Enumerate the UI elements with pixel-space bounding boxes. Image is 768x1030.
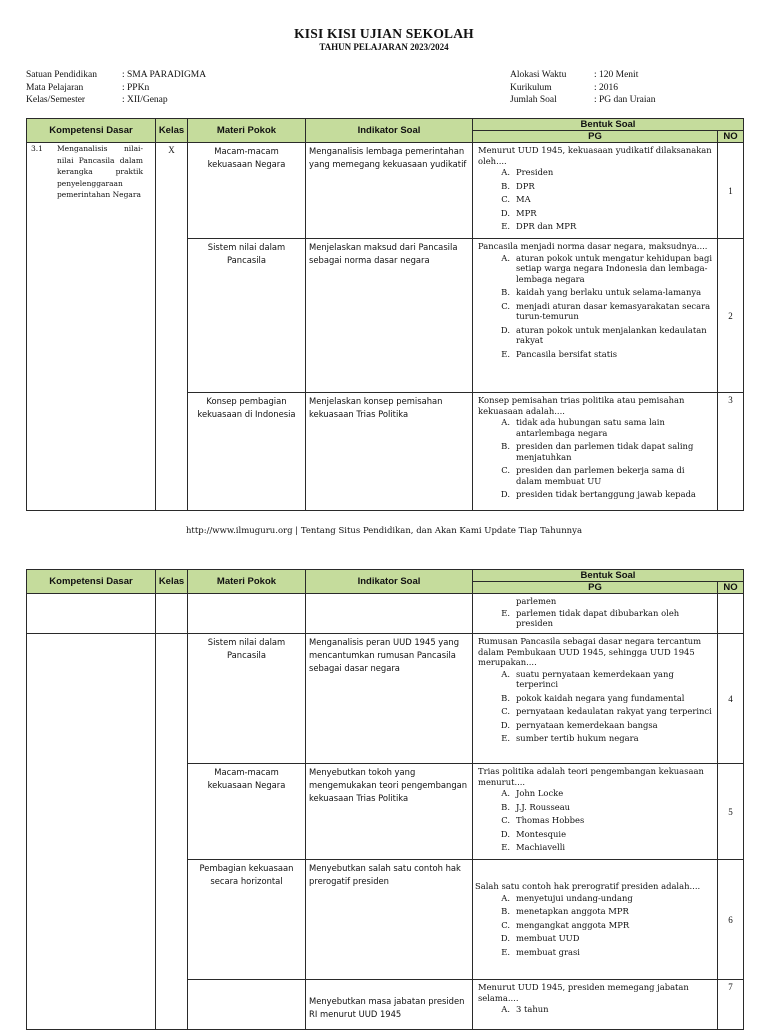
info-row bbox=[510, 94, 655, 107]
option-text: aturan pokok untuk menjalankan kedaulatan rakyat bbox=[516, 324, 707, 345]
option-text: presiden tidak bertanggung jawab kepada bbox=[516, 489, 696, 499]
option-text: Montesquie bbox=[516, 828, 567, 839]
option-letter: E. bbox=[501, 842, 510, 852]
document-subtitle: TAHUN PELAJARAN 2023/2024 bbox=[319, 42, 449, 52]
option-letter: D. bbox=[500, 828, 510, 839]
option-list bbox=[478, 253, 713, 360]
option bbox=[478, 287, 713, 298]
option bbox=[478, 906, 713, 917]
header-materi-pokok: Materi Pokok bbox=[188, 570, 306, 594]
option-text: parlemen tidak dapat dibubarkan oleh presiden bbox=[516, 607, 680, 628]
question-text: Trias politika adalah teori pengembangan kekuasaan menurut.... bbox=[478, 766, 704, 787]
option-letter: B. bbox=[501, 906, 510, 916]
indikator-cell: Menganalisis lembaga pemerintahan yang memegang kekuasaan yudikatif bbox=[306, 143, 473, 239]
option-letter: B. bbox=[501, 692, 510, 703]
question-number: 6 bbox=[718, 860, 744, 980]
option bbox=[478, 829, 713, 840]
indikator-cell: Menyebutkan masa jabatan presiden RI menurut UUD 1945 bbox=[306, 980, 473, 1030]
option-text: MPR bbox=[516, 207, 537, 218]
option-text: Pancasila bersifat statis bbox=[516, 348, 618, 359]
option-text: DPR bbox=[516, 180, 535, 191]
indikator-cell: Menjelaskan maksud dari Pancasila sebagai norma dasar negara bbox=[306, 239, 473, 393]
indikator-cell: Menjelaskan konsep pemisahan kekuasaan Trias Politika bbox=[306, 393, 473, 511]
option-list bbox=[478, 417, 713, 500]
option-text: tidak ada hubungan satu sama lain antarlembaga negara bbox=[516, 417, 665, 438]
info-row bbox=[510, 69, 655, 82]
materi-cell: Macam-macam kekuasaan Negara bbox=[188, 143, 306, 239]
info-value: : XII/Genap bbox=[122, 95, 168, 105]
info-row bbox=[26, 69, 206, 82]
question-text: Rumusan Pancasila sebagai dasar negara tercantum dalam Pembukaan UUD 1945, sehingga UUD 1945 merupakan.... bbox=[478, 636, 702, 667]
option-letter: A. bbox=[501, 788, 510, 798]
question-cell bbox=[473, 860, 718, 980]
option bbox=[478, 194, 713, 205]
footer-url: http://www.ilmuguru.org | Tentang Situs Pendidikan, dan Akan Kami Update Tiap Tahunnya bbox=[185, 526, 583, 536]
option-text: John Locke bbox=[516, 788, 564, 798]
info-right bbox=[510, 69, 655, 107]
info-value: : 2016 bbox=[594, 82, 619, 93]
question-text: Pancasila menjadi norma dasar negara, maksudnya.... bbox=[478, 241, 708, 251]
question-cell bbox=[473, 239, 718, 393]
option bbox=[478, 465, 713, 486]
question-cell bbox=[473, 594, 718, 634]
option-letter: D. bbox=[500, 719, 510, 730]
option-list bbox=[478, 788, 713, 853]
option-letter: E. bbox=[501, 607, 510, 618]
question-text: Menurut UUD 1945, kekuasaan yudikatif dilaksanakan oleh.... bbox=[478, 145, 712, 166]
option-letter: A. bbox=[501, 668, 510, 679]
option-text: presiden dan parlemen bekerja sama di dalam membuat UU bbox=[516, 465, 685, 486]
header-no: NO bbox=[718, 131, 744, 143]
info-value: : 120 Menit bbox=[594, 70, 639, 80]
materi-cell: Konsep pembagian kekuasaan di Indonesia bbox=[188, 393, 306, 511]
option-letter: C. bbox=[501, 465, 510, 475]
option bbox=[478, 842, 713, 853]
info-row bbox=[510, 82, 655, 95]
option-text: suatu pernyataan kemerdekaan yang terperinci bbox=[516, 668, 674, 689]
materi-cell bbox=[188, 980, 306, 1030]
option bbox=[478, 893, 713, 904]
option-letter: C. bbox=[501, 300, 510, 311]
materi-cell bbox=[188, 594, 306, 634]
info-label: Kelas/Semester bbox=[26, 95, 86, 105]
kompetensi-dasar-cell bbox=[27, 634, 156, 1030]
kelas-cell bbox=[156, 594, 188, 634]
option bbox=[478, 349, 713, 360]
option-letter: C. bbox=[501, 706, 510, 716]
kelas-cell bbox=[156, 634, 188, 1030]
option bbox=[478, 181, 713, 192]
info-label: Alokasi Waktu bbox=[510, 70, 567, 80]
header-pg: PG bbox=[473, 131, 718, 143]
option-text: membuat grasi bbox=[516, 946, 580, 957]
materi-cell: Sistem nilai dalam Pancasila bbox=[188, 634, 306, 764]
document-title: KISI KISI UJIAN SEKOLAH bbox=[294, 26, 474, 41]
option-letter: D. bbox=[500, 933, 510, 943]
option-letter: C. bbox=[501, 919, 510, 930]
option-letter: A. bbox=[501, 167, 510, 177]
question-number: 7 bbox=[718, 980, 744, 1030]
option bbox=[478, 489, 713, 500]
kd-text: Menganalisis nilai-nilai Pancasila dalam kerangka praktik penyelenggaraan pemerintahan Negara bbox=[57, 144, 143, 199]
option-letter: D. bbox=[500, 324, 510, 335]
option-text: sumber tertib hukum negara bbox=[516, 733, 639, 743]
option-letter: B. bbox=[501, 287, 510, 297]
question-text: Salah satu contoh hak prerogratif presiden adalah.... bbox=[475, 881, 701, 891]
option-text: Machiavelli bbox=[516, 842, 566, 852]
option-letter: E. bbox=[501, 946, 510, 957]
option-letter: B. bbox=[501, 441, 510, 451]
info-value: : PPKn bbox=[122, 82, 150, 93]
option bbox=[478, 608, 713, 629]
option-letter: E. bbox=[501, 348, 510, 359]
header-pg: PG bbox=[473, 582, 718, 594]
indikator-cell: Menyebutkan tokoh yang mengemukakan teori pengembangan kekuasaan Trias Politika bbox=[306, 764, 473, 860]
option bbox=[478, 253, 713, 285]
indikator-cell: Menganalisis peran UUD 1945 yang mencantumkan rumusan Pancasila sebagai dasar negara bbox=[306, 634, 473, 764]
header-kelas: Kelas bbox=[156, 119, 188, 143]
question-text: Menurut UUD 1945, presiden memegang jabatan selama.... bbox=[478, 982, 689, 1003]
option-text: aturan pokok untuk mengatur kehidupan bagi setiap warga negara Indonesia dan lembaga- lembaga negara bbox=[516, 252, 713, 284]
option-list bbox=[478, 669, 713, 744]
option-text: pernyataan kedaulatan rakyat yang terperinci bbox=[516, 706, 712, 716]
kompetensi-dasar-cell bbox=[27, 143, 156, 511]
option bbox=[478, 1004, 713, 1015]
info-row bbox=[26, 94, 206, 107]
info-label: Jumlah Soal bbox=[510, 95, 557, 105]
option-text: pokok kaidah negara yang fundamental bbox=[516, 692, 685, 703]
indikator-cell: Menyebutkan salah satu contoh hak prerogatif presiden bbox=[306, 860, 473, 980]
question-cell bbox=[473, 634, 718, 764]
question-number: 1 bbox=[718, 143, 744, 239]
option-text: presiden dan parlemen tidak dapat saling menjatuhkan bbox=[516, 441, 694, 462]
option-letter: C. bbox=[501, 815, 510, 825]
option bbox=[478, 733, 713, 744]
option-letter: A. bbox=[501, 252, 510, 263]
header-bentuk-soal: Bentuk Soal bbox=[473, 570, 744, 582]
option bbox=[478, 706, 713, 717]
kompetensi-dasar-cell bbox=[27, 594, 156, 634]
option-text: 3 tahun bbox=[516, 1004, 549, 1014]
header-no: NO bbox=[718, 582, 744, 594]
question-number: 3 bbox=[718, 393, 744, 511]
option bbox=[478, 788, 713, 799]
option-letter: A. bbox=[501, 417, 510, 427]
question-continuation: parlemen bbox=[516, 596, 557, 606]
option bbox=[478, 815, 713, 826]
option-text: MA bbox=[516, 194, 531, 204]
option bbox=[478, 720, 713, 731]
option-text: menyetujui undang-undang bbox=[516, 892, 633, 903]
option-list bbox=[478, 608, 713, 629]
info-label: Kurikulum bbox=[510, 82, 552, 93]
option-letter: B. bbox=[501, 180, 510, 191]
kelas-cell: X bbox=[156, 143, 188, 511]
option-letter: C. bbox=[501, 194, 510, 204]
option-text: kaidah yang berlaku untuk selama-lamanya bbox=[516, 287, 702, 297]
materi-cell: Pembagian kekuasaan secara horizontal bbox=[188, 860, 306, 980]
option-text: pernyataan kemerdekaan bangsa bbox=[516, 719, 658, 730]
header-kompetensi-dasar: Kompetensi Dasar bbox=[27, 119, 156, 143]
option bbox=[478, 933, 713, 944]
option-letter: A. bbox=[501, 892, 510, 903]
question-cell bbox=[473, 393, 718, 511]
option-text: membuat UUD bbox=[516, 933, 580, 943]
option-list bbox=[478, 1004, 713, 1015]
option-letter: E. bbox=[501, 221, 510, 231]
option bbox=[478, 167, 713, 178]
kisi-kisi-table-page-2 bbox=[26, 569, 744, 1030]
option-letter: B. bbox=[501, 801, 510, 812]
question-number bbox=[718, 594, 744, 634]
option bbox=[478, 693, 713, 704]
option-text: Presiden bbox=[516, 167, 554, 177]
info-label: Mata Pelajaran bbox=[26, 82, 84, 93]
question-cell bbox=[473, 764, 718, 860]
question-number: 2 bbox=[718, 239, 744, 393]
option-letter: A. bbox=[501, 1004, 510, 1014]
info-left bbox=[26, 69, 206, 107]
materi-cell: Sistem nilai dalam Pancasila bbox=[188, 239, 306, 393]
info-value: : SMA PARADIGMA bbox=[122, 70, 207, 80]
info-label: Satuan Pendidikan bbox=[26, 70, 97, 80]
question-text: Konsep pemisahan trias politika atau pemisahan kekuasaan adalah.... bbox=[478, 395, 685, 416]
option-text: mengangkat anggota MPR bbox=[516, 919, 630, 930]
header-kelas: Kelas bbox=[156, 570, 188, 594]
option-list bbox=[478, 893, 713, 958]
materi-cell: Macam-macam kekuasaan Negara bbox=[188, 764, 306, 860]
option bbox=[478, 669, 713, 690]
option-text: J.J. Rousseau bbox=[516, 801, 571, 812]
option bbox=[478, 208, 713, 219]
option-text: Thomas Hobbes bbox=[516, 815, 585, 825]
question-cell bbox=[473, 143, 718, 239]
info-value: : PG dan Uraian bbox=[594, 95, 656, 105]
option bbox=[478, 301, 713, 322]
option-text: DPR dan MPR bbox=[516, 221, 577, 231]
kisi-kisi-table-page-1 bbox=[26, 118, 744, 511]
option bbox=[478, 802, 713, 813]
header-materi-pokok: Materi Pokok bbox=[188, 119, 306, 143]
header-indikator-soal: Indikator Soal bbox=[306, 119, 473, 143]
header-indikator-soal: Indikator Soal bbox=[306, 570, 473, 594]
kd-code: 3.1 bbox=[31, 144, 43, 153]
question-number: 5 bbox=[718, 764, 744, 860]
indikator-cell bbox=[306, 594, 473, 634]
option-letter: D. bbox=[500, 489, 510, 499]
option-list bbox=[478, 167, 713, 232]
option-letter: E. bbox=[501, 733, 510, 743]
option-text: menetapkan anggota MPR bbox=[516, 906, 629, 916]
question-cell bbox=[473, 980, 718, 1030]
option-text: menjadi aturan dasar kemasyarakatan secara turun-temurun bbox=[516, 300, 711, 321]
option-letter: D. bbox=[500, 207, 510, 218]
header-kompetensi-dasar: Kompetensi Dasar bbox=[27, 570, 156, 594]
option bbox=[478, 947, 713, 958]
question-number: 4 bbox=[718, 634, 744, 764]
option bbox=[478, 417, 713, 438]
option bbox=[478, 441, 713, 462]
header-bentuk-soal: Bentuk Soal bbox=[473, 119, 744, 131]
option bbox=[478, 920, 713, 931]
option bbox=[478, 325, 713, 346]
option bbox=[478, 221, 713, 232]
info-row bbox=[26, 82, 206, 95]
